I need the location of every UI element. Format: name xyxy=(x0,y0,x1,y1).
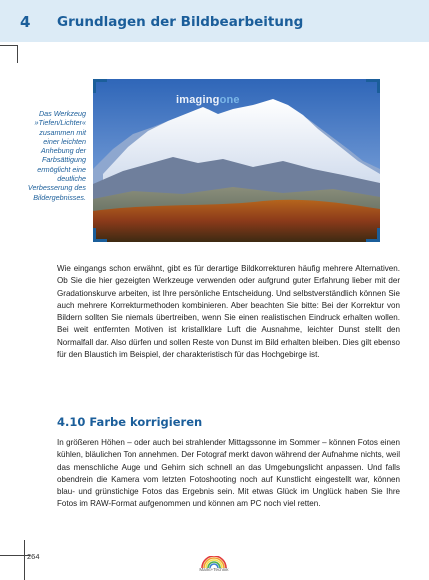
section-heading: 4.10 Farbe korrigieren xyxy=(57,415,203,429)
figure-caption: Das Werkzeug »Tiefen/Lichter« zusammen mit einer leichten Anhebung der Farbsättigung ermöglicht eine deutliche Verbesserung des Bildergebnisses. xyxy=(27,109,86,202)
frame-corner-tl-v xyxy=(93,79,96,93)
crop-mark-bottom-left-v xyxy=(24,540,25,580)
chapter-title: Grundlagen der Bildbearbeitung xyxy=(57,14,304,30)
frame-corner-bl-v xyxy=(93,228,96,242)
crop-mark-bottom-left-h xyxy=(0,555,30,556)
chapter-number: 4 xyxy=(20,13,31,31)
body-paragraph-2: In größeren Höhen – oder auch bei strahlender Mittagssonne im Sommer – können Fotos einen kühlen, bläulichen Ton annehmen. Der Fotograf merkt davon während der Aufnahme nichts, weil das menschliche Auge und Gehirn sich schnell an das Umgebungslicht anpassen. Und falls obendrein die Kamera vom letzten Fotoshooting noch auf Kunstlicht eingestellt war, können blau- und grünstichige Fotos das Ergebnis sein. Mit etwas Glück im Unglück haben Sie Ihre Fotos im RAW-Format aufgenommen und können am PC noch viel retten. xyxy=(57,438,400,509)
crop-mark-top-left-v xyxy=(17,45,18,63)
imaging-one-watermark: imagingone xyxy=(176,94,240,106)
publisher-logo-text: Markt+Technik xyxy=(199,567,229,572)
frame-corner-br-v xyxy=(377,228,380,242)
body-paragraph-1: Wie eingangs schon erwähnt, gibt es für derartige Bildkorrekturen häufig mehrere Alternativen. Ob Sie die hier gezeigten Werkzeuge verwenden oder aufgrund guter Erfahrung lieber mit der Gradationskurve arbeiten, ist Ihre persönliche Entscheidung. Und selbstverständlich können Sie auch mehrere Korrekturmethoden kombinieren. Aber beachten Sie bitte: Bei der Korrektur von Bildern sollten Sie niemals übertreiben, wenn Sie einen realistischen Eindruck erhalten wollen. Bei weit entfernten Motiven ist kristallklare Luft die Ausnahme, leichter Dunst stellt den Normalfall dar. Also dürfen und sollen Reste von Dunst im Bild erhalten bleiben. Dies gilt ebenso für den Blaustich im Beispiel, der charakteristisch für das Hochgebirge ist. xyxy=(57,264,400,359)
page-number: 264 xyxy=(27,552,40,561)
crop-mark-top-left-h xyxy=(0,45,18,46)
frame-corner-tr-v xyxy=(377,79,380,93)
